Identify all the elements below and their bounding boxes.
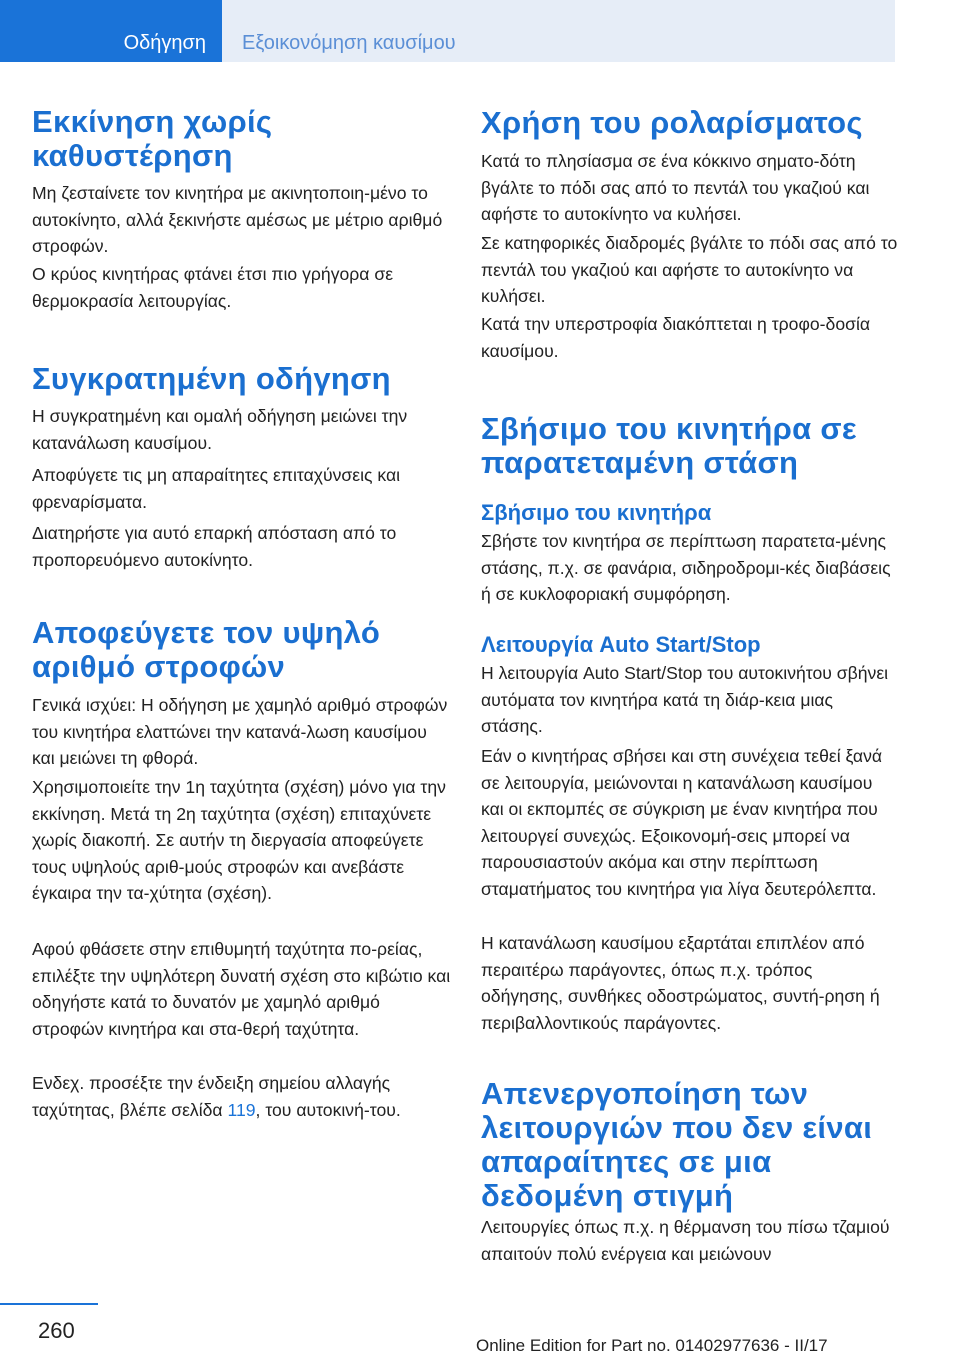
- subheading-engine-off: Σβήσιμο του κινητήρα: [481, 500, 712, 525]
- paragraph: Χρησιμοποιείτε την 1η ταχύτητα (σχέση) μόνο για την εκκίνηση. Μετά τη 2η ταχύτητα (σχέση) επιταχύνετε χωρίς διακοπή. Σε αυτήν τη διεργασία αποφεύγετε τους υψηλούς αριθ‐μούς στροφών και ανεβάστε έγκαιρα την τα‐χύτητα (σχέση).: [32, 777, 446, 903]
- paragraph: Εάν ο κινητήρας σβήσει και στη συνέχεια τεθεί ξανά σε λειτουργία, μειώνονται η κατανάλωση καυσίμου και οι εκπομπές σε σύγκριση με έναν κινητήρα που λειτουργεί συνεχώς. Εξοικονομή‐σεις μπορεί να παρουσιαστούν ακόμα και στην περίπτωση σταματήματος του κινητήρα για λίγα δευτερόλεπτα.: [481, 746, 883, 899]
- page-link-119[interactable]: 119: [227, 1099, 256, 1120]
- paragraph: Κατά το πλησίασμα σε ένα κόκκινο σηματο‐δότη βγάλτε το πόδι σας από το πεντάλ του γκαζιού και αφήστε το αυτοκίνητο να κυλήσει.: [481, 151, 870, 224]
- paragraph: Η κατανάλωση καυσίμου εξαρτάται επιπλέον από περαιτέρω παράγοντες, όπως π.χ. τρόπος οδήγησης, συνθήκες οδοστρώματος, συντή‐ρηση ή περιβαλλοντικούς παράγοντες.: [481, 933, 880, 1033]
- paragraph: Αφού φθάσετε στην επιθυμητή ταχύτητα πο‐ρείας, επιλέξτε την υψηλότερη δυνατή σχέση στο κιβώτιο και οδηγήστε κατά το δυνατόν με χαμηλό αριθμό στροφών κινητήρα και στα‐θερή ταχύτητα.: [32, 939, 451, 1039]
- heading-engine-off-long-stop: Σβήσιμο του κινητήρα σε παρατεταμένη στάση: [481, 411, 857, 480]
- text: Ενδεχ. προσέξτε την ένδειξη σημείου αλλαγής ταχύτητας, βλέπε σελίδα: [32, 1073, 391, 1120]
- heading-avoid-high-rpm: Αποφεύγετε τον υψηλό αριθμό στροφών: [32, 615, 381, 684]
- paragraph: Σβήστε τον κινητήρα σε περίπτωση παρατετα‐μένης στάσης, π.χ. σε φανάρια, σιδηροδρομι‐κές διαβάσεις ή σε κυκλοφοριακή συμφόρηση.: [481, 531, 891, 604]
- paragraph: [32, 1070, 452, 1123]
- paragraph: Η συγκρατημένη και ομαλή οδήγηση μειώνει την κατανάλωση καυσίμου.: [32, 406, 408, 453]
- paragraph: Διατηρήστε για αυτό επαρκή απόσταση από το προπορευόμενο αυτοκίνητο.: [32, 523, 397, 570]
- paragraph: Γενικά ισχύει: Η οδήγηση με χαμηλό αριθμό στροφών του κινητήρα ελαττώνει την κατανά‐λωση καυσίμου και μειώνει τη φθορά.: [32, 695, 448, 768]
- paragraph: Η λειτουργία Auto Start/Stop του αυτοκινήτου σβήνει αυτόματα τον κινητήρα κατά τη διάρ‐κεια μιας στάσης.: [481, 663, 889, 736]
- page-number-rule: [0, 1303, 98, 1305]
- paragraph: Ο κρύος κινητήρας φτάνει έτσι πιο γρήγορα σε θερμοκρασία λειτουργίας.: [32, 264, 394, 311]
- footer-edition: Online Edition for Part no. 01402977636 - II/17: [476, 1336, 828, 1355]
- tab-driving[interactable]: Οδήγηση: [0, 0, 222, 62]
- paragraph: Αποφύγετε τις μη απαραίτητες επιταχύνσεις και φρεναρίσματα.: [32, 465, 401, 512]
- paragraph: Λειτουργίες όπως π.χ. η θέρμανση του πίσω τζαμιού απαιτούν πολύ ενέργεια και μειώνουν: [481, 1217, 890, 1264]
- text: , του αυτοκινή‐του.: [255, 1099, 401, 1120]
- heading-restrained-driving: Συγκρατημένη οδήγηση: [32, 361, 391, 396]
- header-bar: [0, 0, 895, 62]
- page-number: 260: [38, 1318, 75, 1343]
- heading-coasting: Χρήση του ρολαρίσματος: [481, 105, 863, 140]
- paragraph: Κατά την υπερστροφία διακόπτεται η τροφο‐δοσία καυσίμου.: [481, 314, 871, 361]
- subheading-auto-start-stop: Λειτουργία Auto Start/Stop: [481, 632, 761, 657]
- paragraph: Μη ζεσταίνετε τον κινητήρα με ακινητοποιη‐μένο το αυτοκίνητο, αλλά ξεκινήστε αμέσως με μέτριο αριθμό στροφών.: [32, 183, 443, 256]
- tab-fuel-economy[interactable]: Εξοικονόμηση καυσίμου: [222, 0, 895, 62]
- paragraph: Σε κατηφορικές διαδρομές βγάλτε το πόδι σας από το πεντάλ του γκαζιού και αφήστε το αυτοκίνητο να κυλήσει.: [481, 233, 898, 306]
- heading-start-without-delay: Εκκίνηση χωρίς καθυστέρηση: [32, 104, 273, 173]
- heading-disable-functions: Απενεργοποίηση των λειτουργιών που δεν είναι απαραίτητες σε μια δεδομένη στιγμή: [481, 1076, 873, 1213]
